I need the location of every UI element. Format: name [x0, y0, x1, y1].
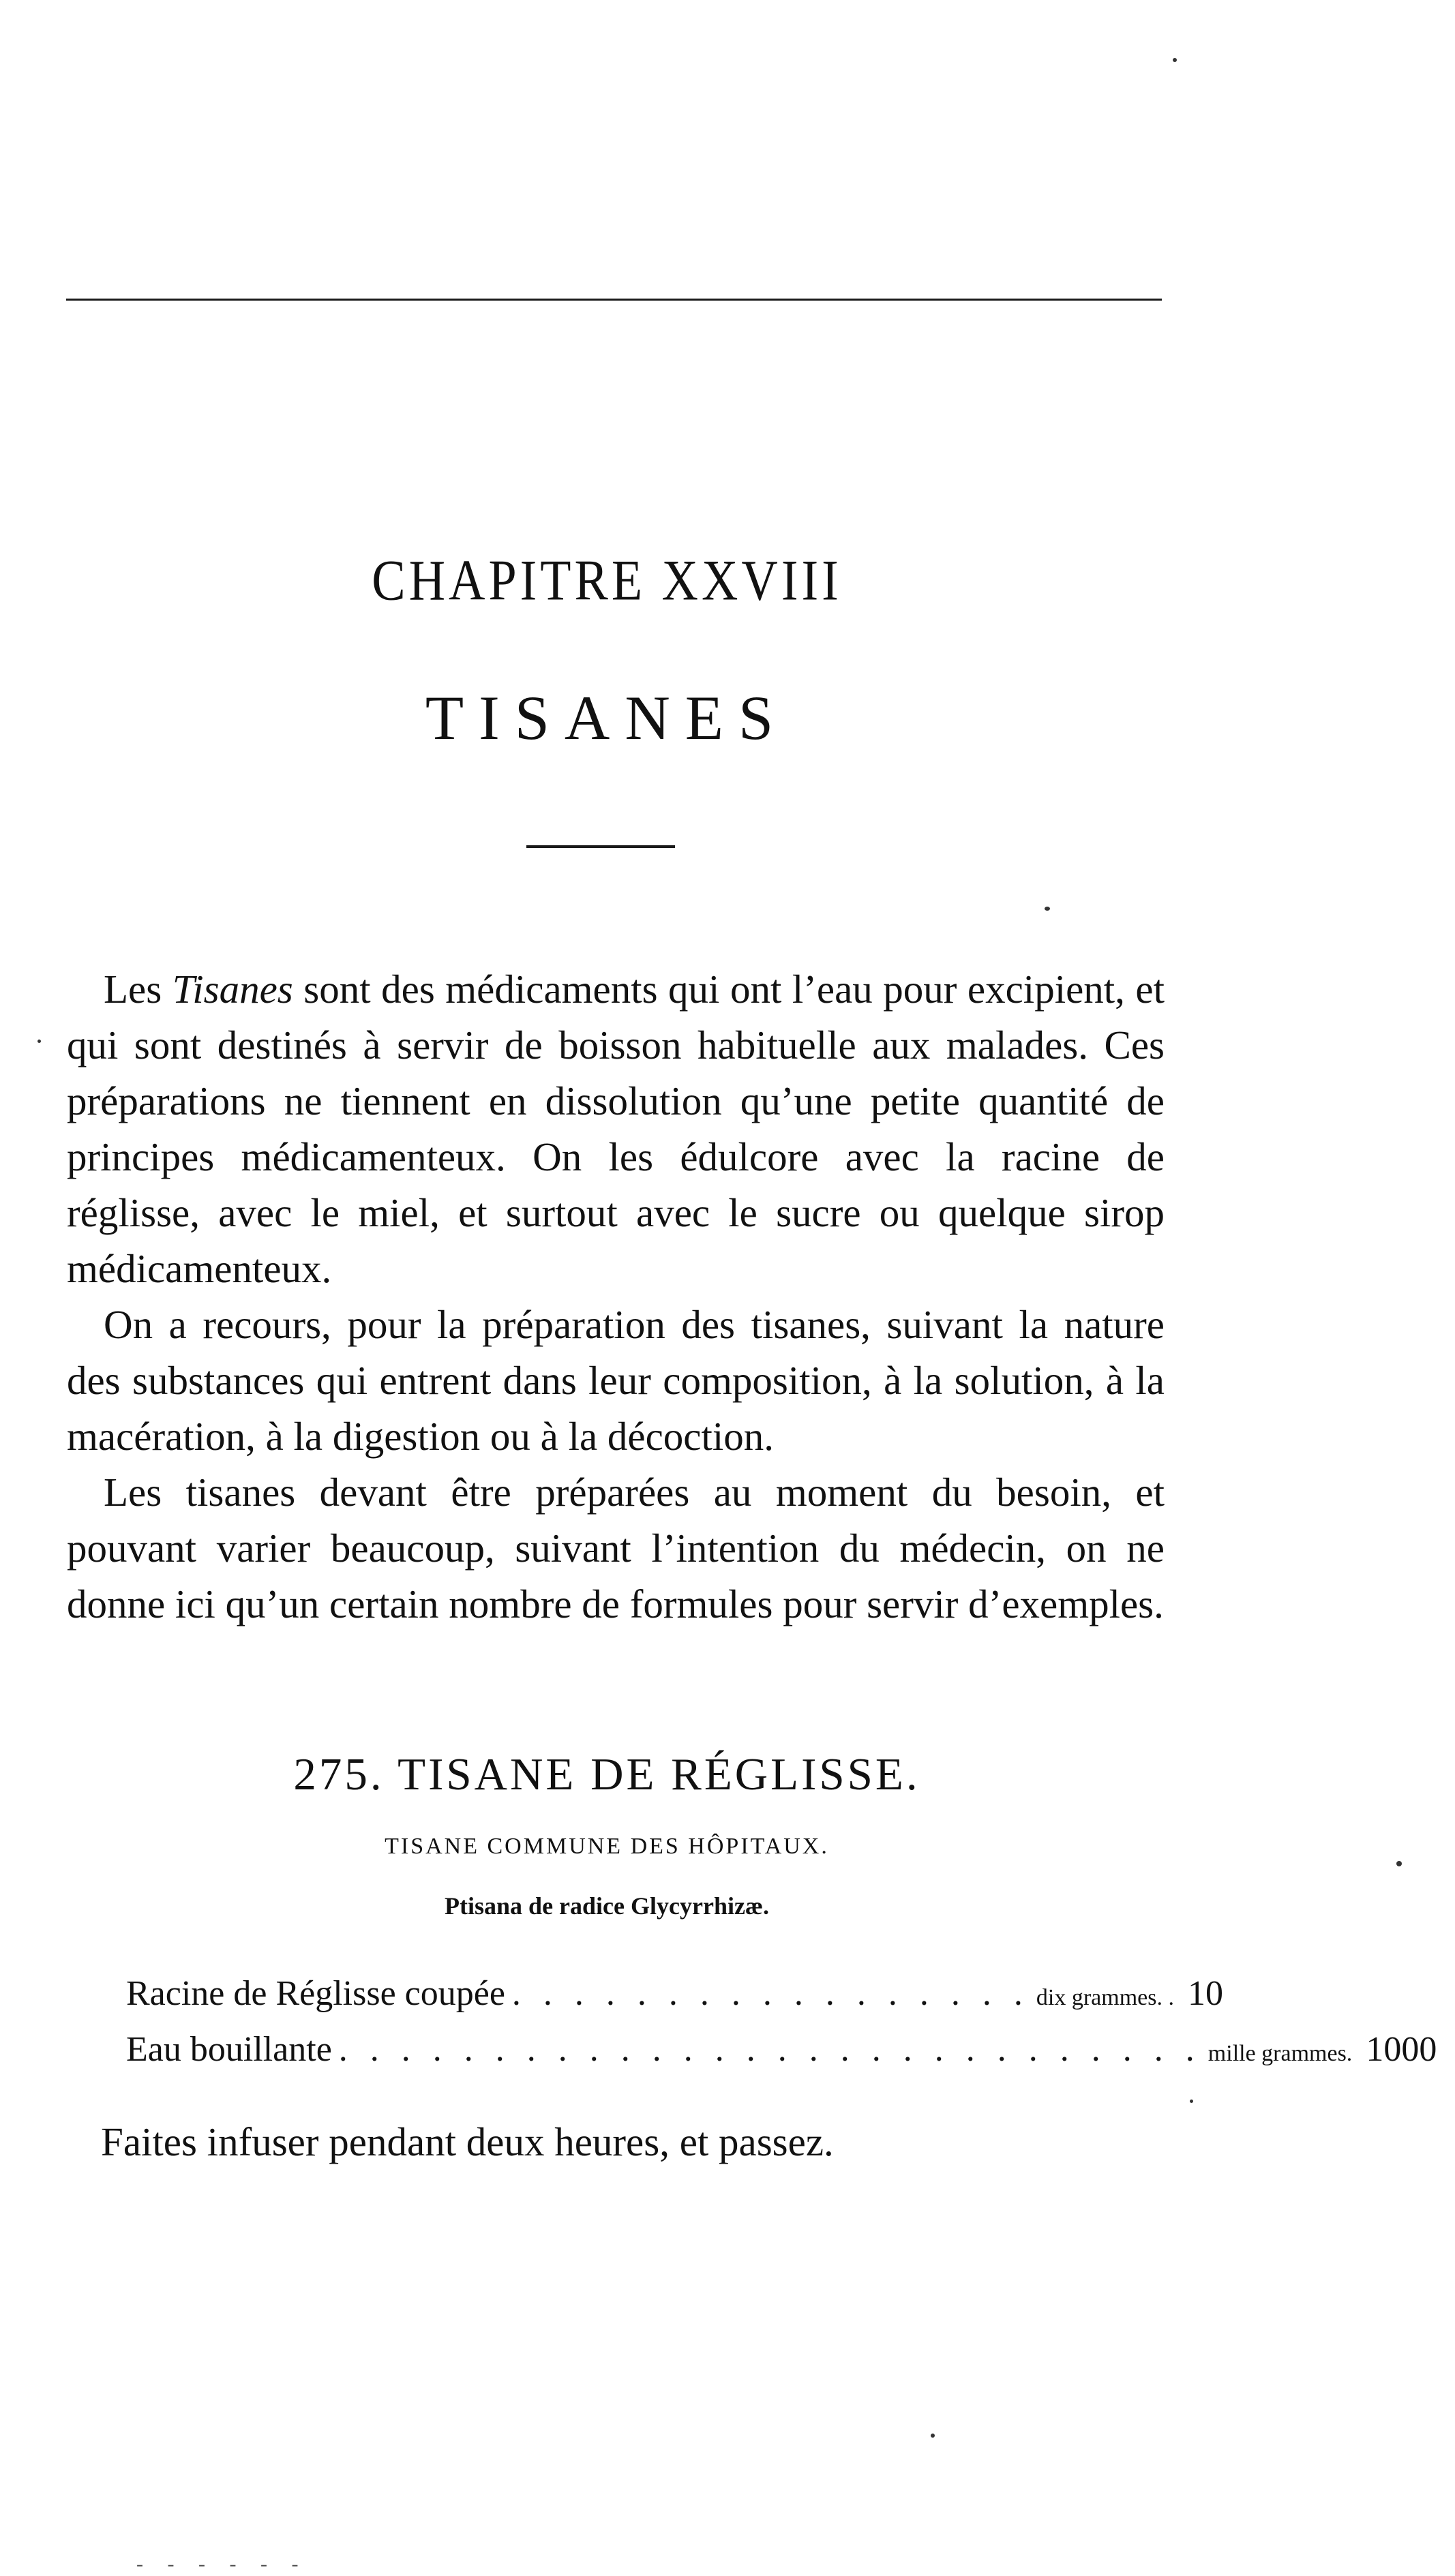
recipe-heading: 275. TISANE DE RÉGLISSE. [293, 1749, 920, 1800]
footer-scan-marks: - - - - - - [136, 2553, 308, 2575]
paragraph-2: On a recours, pour la préparation des tisanes, suivant la nature des substances qui entrent dans leur composition, à la solution, à la macération, à la digestion ou à la décoction. [67, 1302, 1165, 1459]
scan-speck [38, 1040, 41, 1043]
scan-speck [1190, 2100, 1193, 2103]
paragraph-3: Les tisanes devant être préparées au moment du besoin, et pouvant varier beaucoup, suivant l’intention du médecin, on ne donne ici qu’un certain nombre de formules pour servir d’exemples. [67, 1470, 1165, 1626]
ingredient-unit: mille grammes. [1208, 2041, 1353, 2066]
ingredients-list [126, 1973, 1437, 2085]
paragraph-1-rest: sont des médicaments qui ont l’eau pour excipient, et qui sont destinés à servir de boisson habituelle aux malades. Ces préparations ne tiennent en dissolution qu’une petite quantité de principes médicamenteux. On les édulcore avec la racine de réglisse, avec le miel, et surtout avec le sucre ou quelque sirop médicamenteux. [67, 967, 1165, 1291]
paragraph-1-start: Les [104, 967, 172, 1012]
title-rule [526, 845, 675, 848]
recipe-subheading: TISANE COMMUNE DES HÔPITAUX. [385, 1834, 829, 1859]
body-text [67, 961, 1165, 1632]
ingredient-name: Eau bouillante [126, 2030, 332, 2069]
scan-speck [931, 2434, 935, 2438]
paragraph-1 [67, 961, 1165, 1297]
recipe-latin-name: Ptisana de radice Glycyrrhizæ. [445, 1892, 769, 1920]
header-rule [66, 299, 1162, 301]
scan-speck [1045, 907, 1050, 911]
ingredient-unit: dix grammes. . [1036, 1985, 1174, 2010]
chapter-number: CHAPITRE XXVIII [372, 548, 842, 613]
ingredient-row [126, 1973, 1223, 2029]
scan-speck [1173, 58, 1177, 62]
ingredient-quantity: 10 [1187, 1974, 1223, 2013]
ingredient-row [126, 2029, 1437, 2085]
scan-speck [1396, 1861, 1402, 1866]
ingredient-leader-dots: . . . . . . . . . . . . . . . . . . . . . . . . . . . . [338, 2030, 1201, 2069]
ingredient-quantity: 1000 [1366, 2030, 1437, 2069]
recipe-instruction: Faites infuser pendant deux heures, et passez. [101, 2119, 834, 2164]
ingredient-name: Racine de Réglisse coupée [126, 1974, 505, 2013]
paragraph-1-italic: Tisanes [172, 967, 293, 1012]
chapter-title: TISANES [425, 683, 789, 753]
ingredient-leader-dots: . . . . . . . . . . . . . . . . . [511, 1974, 1030, 2013]
